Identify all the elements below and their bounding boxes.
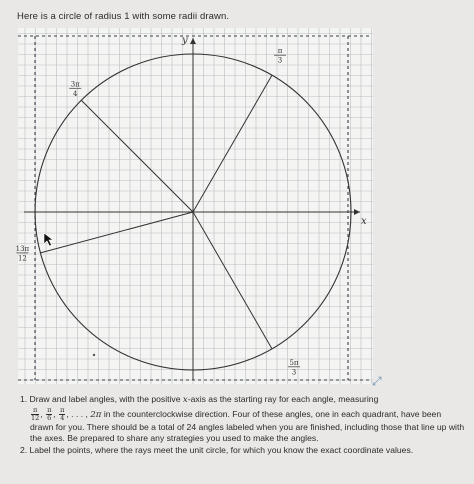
stray-mark — [93, 354, 95, 356]
instruction-1-start: 1. Draw and label angles, with the positive — [20, 394, 181, 404]
x-axis-arrow-icon — [354, 209, 360, 215]
radius-60 — [193, 75, 272, 212]
instruction-1-mid: -axis as the starting ray for each angle, measuring — [187, 394, 379, 404]
radius-300 — [193, 212, 272, 349]
instruction-1-variable: x — [182, 395, 188, 405]
angle-label-195 — [16, 245, 30, 263]
angle-label-numerator: 3π — [70, 80, 80, 89]
angle-label-60 — [274, 47, 286, 65]
angle-label-135 — [69, 80, 81, 98]
fraction-pi-4: $\frac{\pi}{4}$ — [60, 405, 65, 422]
angle-label-denominator: 4 — [73, 89, 78, 98]
instruction-2: 2. Label the points, where the rays meet the unit circle, for which you know the exact coordinate values. — [20, 444, 414, 455]
ellipsis: , . . . , — [66, 408, 88, 419]
x-axis-label: x — [361, 216, 367, 227]
fraction-pi-6: $\frac{\pi}{6}$ — [47, 405, 52, 422]
two-pi: 2π — [90, 409, 102, 420]
angle-label-denominator: 3 — [291, 368, 297, 377]
instruction-1 — [20, 394, 466, 407]
y-axis-arrow-icon — [190, 38, 196, 44]
angle-label-numerator: π — [277, 47, 283, 56]
radius-195 — [40, 212, 193, 253]
intro-text: Here is a circle of radius 1 with some radii drawn. — [17, 11, 230, 22]
mouse-cursor-icon — [44, 233, 53, 246]
unit-circle-figure — [15, 28, 373, 384]
instruction-1-continued: $\frac{\pi}{12}$ , $\frac{\pi}{6}$ , $\frac{\pi}{4}$ , . . . , 2π in the counterclockwise direction. Four of these angles, one in each quadrant, have been drawn for you. There should be a total of 24 angles labeled when you are finished, including those that line up with the axes. Be prepared to share any strategies you used to make the angles. — [30, 405, 465, 444]
angle-label-numerator: 13π — [15, 244, 30, 253]
y-axis-label: y — [182, 35, 188, 46]
unit-circle-svg — [15, 28, 373, 384]
angle-label-denominator: 12 — [17, 254, 27, 263]
expand-icon[interactable]: ⤢ — [372, 374, 382, 388]
angle-label-denominator: 3 — [277, 56, 283, 65]
instructions — [20, 394, 466, 456]
radius-135 — [81, 100, 193, 212]
instruction-1-end: in the counterclockwise direction. Four of these angles, one in each quadrant, have been drawn for you. There should be a total of 24 angles labeled when you are finished, including those that line up with the axes. Be prepared to share any strategies you used to make the angles. — [30, 408, 465, 444]
angle-label-numerator: 5π — [289, 358, 299, 367]
fraction-pi-12: $\frac{\pi}{12}$ — [31, 405, 40, 422]
